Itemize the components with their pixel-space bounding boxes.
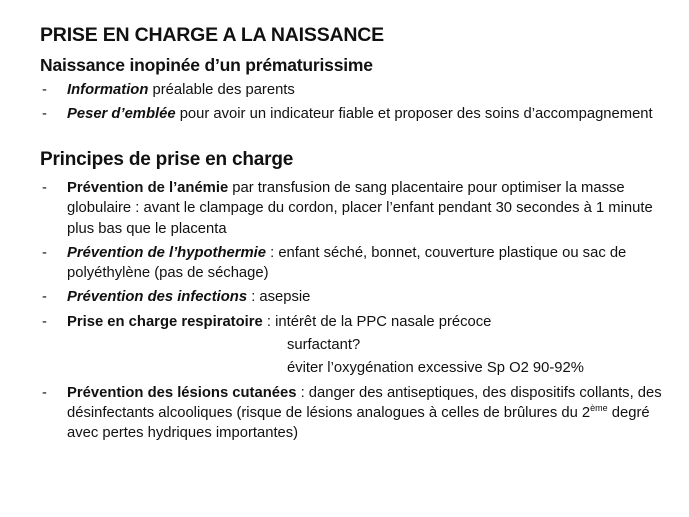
intro-list — [40, 80, 665, 129]
item-label: Prévention de l’hypothermie — [67, 244, 266, 261]
item-label: Prévention des infections — [67, 289, 248, 306]
item-text: préalable des parents — [148, 82, 295, 98]
item-text: : asepsie — [247, 289, 311, 306]
list-item — [40, 383, 665, 444]
item-text: : danger des antiseptiques, des dispositifs collants, des désinfectants alcooliques (risque de lésions analogues à celles de brûlures du 2 — [67, 384, 662, 421]
item-text: : enfant séché, bonnet, couverture plastique ou sac de polyéthylène (pas de séchage) — [67, 244, 627, 282]
item-label: Peser d’emblée — [67, 106, 176, 123]
list-item — [40, 178, 665, 239]
item-label: Prévention de l’anémie — [67, 180, 229, 196]
item-label: Information — [67, 82, 149, 98]
superscript-ordinal: ème — [590, 402, 608, 413]
list-item — [40, 312, 665, 379]
item-text: pour avoir un indicateur fiable et proposer des soins d’accompagnement — [175, 106, 653, 123]
list-item — [40, 287, 665, 307]
item-label: Prise en charge respiratoire — [67, 313, 263, 330]
item-text-end: degré avec pertes hydriques importantes) — [67, 404, 650, 442]
list-item — [40, 243, 665, 284]
respiratory-followup-surfactant: surfactant? — [287, 337, 361, 354]
list-item — [40, 104, 665, 124]
item-label: Prévention des lésions cutanées — [67, 384, 297, 401]
respiratory-followup-oxygen: éviter l’oxygénation excessive Sp O2 90-92% — [287, 360, 584, 377]
slide-subtitle: Naissance inopinée d’un prématurissime — [40, 55, 373, 75]
slide-title: PRISE EN CHARGE A LA NAISSANCE — [40, 24, 384, 46]
section-title: Principes de prise en charge — [40, 149, 294, 170]
list-item — [40, 80, 665, 100]
principles-list — [40, 178, 665, 448]
item-text: : intérêt de la PPC nasale précoce — [262, 313, 492, 330]
item-text: par transfusion de sang placentaire pour optimiser la masse globulaire : avant le clampage du cordon, placer l’enfant pendant 30 secondes à 1 minute plus bas que le placenta — [67, 180, 653, 237]
